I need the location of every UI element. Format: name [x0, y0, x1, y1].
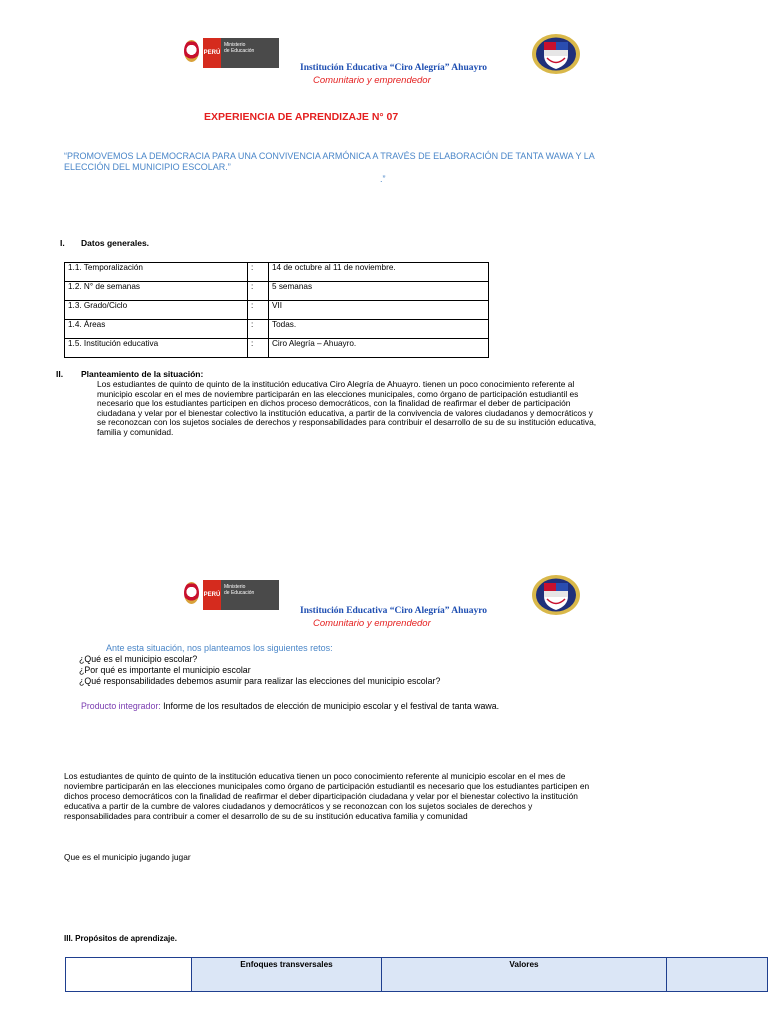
table-row [66, 958, 768, 992]
row-value: Todas. [269, 320, 489, 339]
list-item: ¿Por qué es importante el municipio escolar [79, 665, 251, 675]
row-label: 1.1. Temporalización [65, 263, 248, 282]
situation-line: municipio escolar en el mes de noviembre participarán en las elecciones municipales, como órgano de participación estudiantil es [97, 388, 579, 399]
theme-tail: .” [380, 174, 386, 184]
ministry-logo-2 [183, 580, 279, 610]
theme-line-1: “PROMOVEMOS LA DEMOCRACIA PARA UNA CONVIVENCIA ARMÓNICA A TRAVÉS DE ELABORACIÓN DE TANTA WAWA Y LA [64, 151, 595, 161]
situation-line: Los estudiantes de quinto de quinto de la institución educativa Ciro Alegría de Ahuayro. tienen un poco conocimiento referente al [97, 379, 575, 389]
table-header-cell: Valores [382, 958, 667, 992]
challenges-intro: Ante esta situación, nos planteamos los siguientes retos: [106, 643, 333, 653]
section1-heading: Datos generales. [81, 238, 150, 248]
challenges-list [79, 654, 440, 687]
paragraph-line: responsabilidades para contribuir a comer el desarrollo de su de su institución educativa familia y comunidad [64, 811, 468, 821]
school-crest-icon [531, 574, 581, 616]
section2-heading: Planteamiento de la situación: [81, 369, 204, 379]
paragraph-line: Los estudiantes de quinto de quinto de la institución educativa tienen un poco conocimiento referente al municipio escolar en el mes de [64, 771, 566, 781]
institution-name-2: Institución Educativa “Ciro Alegría” Ahuayro [300, 606, 488, 616]
situation-paragraph [97, 380, 596, 437]
product-text: Informe de los resultados de elección de municipio escolar y el festival de tanta wawa. [160, 701, 500, 711]
row-sep: : [248, 320, 269, 339]
row-sep: : [248, 282, 269, 301]
institution-motto-2: Comunitario y emprendedor [313, 618, 431, 629]
row-label: 1.4. Áreas [65, 320, 248, 339]
table-row [65, 339, 489, 358]
paragraph-line: noviembre participarán en las elecciones municipales como órgano de participación estudiantil es necesario que los estudiantes participen en [64, 781, 590, 791]
row-label: 1.3. Grado/Ciclo [65, 301, 248, 320]
row-value: VII [269, 301, 489, 320]
purposes-table [65, 957, 768, 992]
ministry-name [221, 38, 279, 68]
row-value: Ciro Alegría – Ahuayro. [269, 339, 489, 358]
ministry-name-line1: Ministerio [224, 584, 246, 590]
ministry-logo [183, 38, 279, 68]
row-label: 1.2. N° de semanas [65, 282, 248, 301]
ministry-country: PERÚ [203, 38, 221, 68]
paragraph-line: educativa a partir de la cumbre de valores ciudadanos y democráticos y se reconozcan con los sujetos sociales de derechos y [64, 801, 533, 811]
row-value: 5 semanas [269, 282, 489, 301]
institution-name: Institución Educativa “Ciro Alegría” Ahuayro [300, 63, 488, 73]
school-crest-icon [531, 33, 581, 75]
table-header-cell: Enfoques transversales [192, 958, 382, 992]
ministry-name-2 [221, 580, 279, 610]
ministry-name-line2: de Educación [224, 590, 255, 596]
row-value: 14 de octubre al 11 de noviembre. [269, 263, 489, 282]
list-item: ¿Qué es el municipio escolar? [79, 654, 198, 664]
institution-motto: Comunitario y emprendedor [313, 75, 431, 86]
section2-number: II. [56, 369, 64, 379]
ministry-country-2: PERÚ [203, 580, 221, 610]
peru-shield-icon [183, 38, 201, 66]
list-item: ¿Qué responsabilidades debemos asumir para realizar las elecciones del municipio escolar? [79, 676, 441, 686]
table-header-cell [667, 958, 768, 992]
section3-heading: III. Propósitos de aprendizaje. [64, 934, 177, 943]
situation-line: necesario que los estudiantes participen en dichos proceso democráticos, con la finalidad de reafirmar el deber de participación [97, 398, 571, 408]
situation-line: ciudadana y velar por el bienestar colectivo la institución educativa, a partir de la convivencia de valores ciudadanos y democráticos y [97, 407, 593, 418]
situation-line: familia y comunidad. [97, 426, 174, 437]
product-label: Producto integrador: [81, 701, 161, 711]
row-sep: : [248, 301, 269, 320]
table-row [65, 263, 489, 282]
ministry-name-line1: Ministerio [224, 42, 246, 48]
situation-line: se reconozcan con los sujetos sociales de derechos y responsabilidades para contribuir el desarrollo de su de su institución educativa, [97, 417, 597, 427]
section1-number: I. [60, 238, 65, 248]
note-text: Que es el municipio jugando jugar [64, 852, 191, 862]
row-sep: : [248, 263, 269, 282]
table-row [65, 320, 489, 339]
theme-line-2: ELECCIÓN DEL MUNICIPIO ESCOLAR.” [64, 162, 231, 172]
general-data-table [64, 262, 489, 358]
repeated-situation-paragraph [64, 771, 589, 821]
table-header-cell [66, 958, 192, 992]
table-row [65, 282, 489, 301]
page-title: EXPERIENCIA DE APRENDIZAJE N° 07 [204, 111, 399, 123]
product-line [81, 701, 499, 711]
row-label: 1.5. Institución educativa [65, 339, 248, 358]
paragraph-line: dichos proceso democráticos con la finalidad de reafirmar el deber diparticipación ciudadana y velar por el bienestar colectivo la institución [64, 791, 578, 801]
ministry-name-line2: de Educación [224, 48, 255, 54]
row-sep: : [248, 339, 269, 358]
table-row [65, 301, 489, 320]
peru-shield-icon [183, 580, 201, 608]
